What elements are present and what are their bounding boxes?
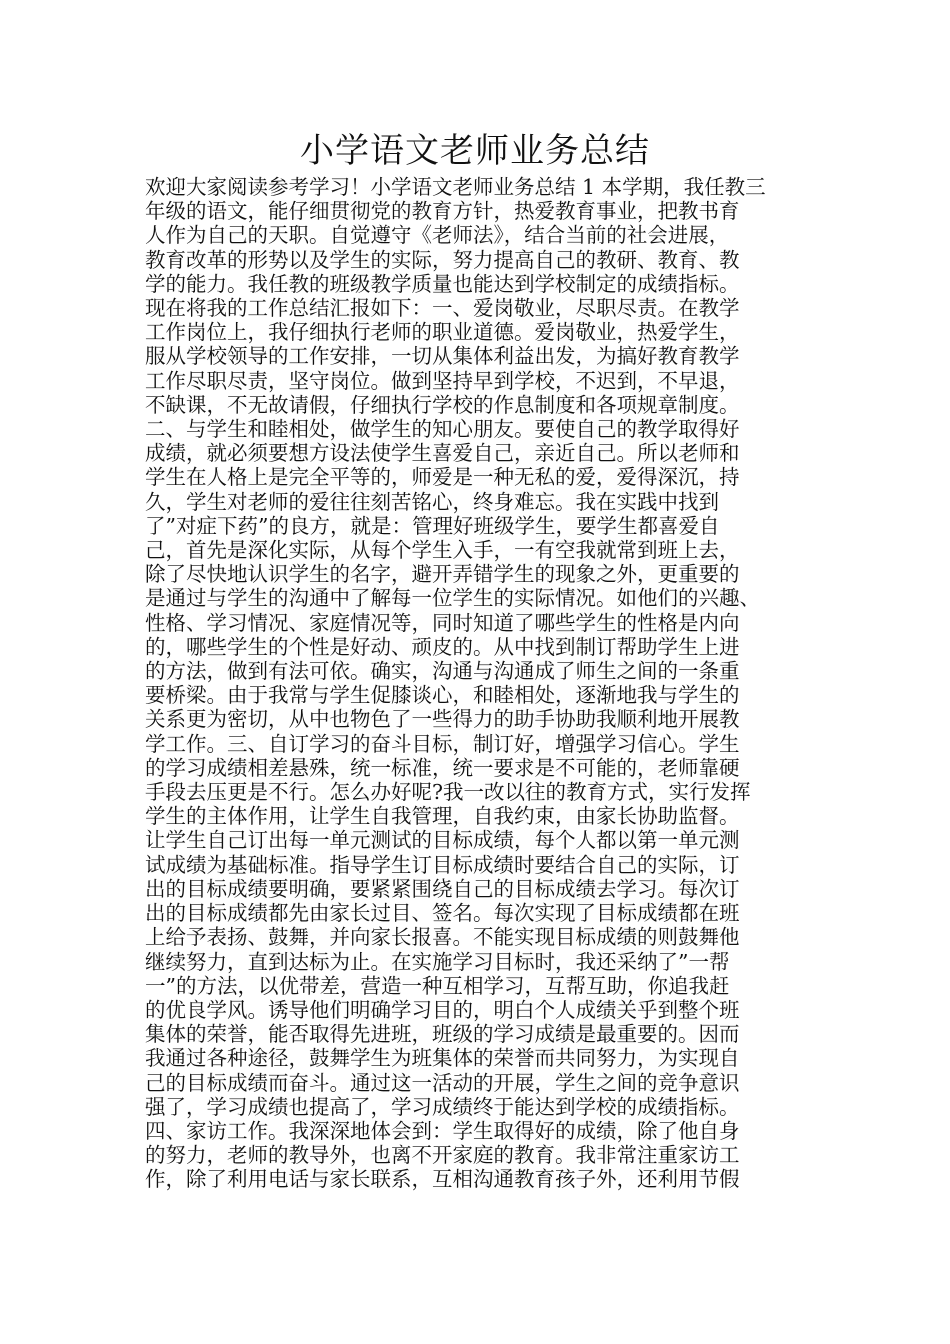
body-line: 年级的语文，能仔细贯彻党的教育方针，热爱教育事业，把教书育 [145,199,740,224]
body-line: 强了，学习成绩也提高了，学习成绩终于能达到学校的成绩指标。 [145,1094,740,1119]
body-line: 了”对症下药”的良方，就是：管理好班级学生，要学生都喜爱自 [145,513,720,538]
body-line: 四、家访工作。我深深地体会到：学生取得好的成绩，除了他自身 [145,1118,740,1143]
body-line: 要桥梁。由于我常与学生促膝谈心，和睦相处，逐渐地我与学生的 [145,683,740,708]
body-line: 的学习成绩相差悬殊，统一标准，统一要求是不可能的，老师靠硬 [145,755,740,780]
body-line: 一”的方法，以优带差，营造一种互相学习，互帮互助，你追我赶 [145,973,730,998]
body-line: 的，哪些学生的个性是好动、顽皮的。从中找到制订帮助学生上进 [145,634,740,659]
body-line: 性格、学习情况、家庭情况等，同时知道了哪些学生的性格是内向 [145,610,740,635]
body-line: 现在将我的工作总结汇报如下：一、爱岗敬业，尽职尽责。在教学 [145,296,740,321]
body-line: 久，学生对老师的爱往往刻苦铭心，终身难忘。我在实践中找到 [145,489,719,514]
body-line: 学生在人格上是完全平等的，师爱是一种无私的爱，爱得深沉，持 [145,465,740,490]
body-line: 己，首先是深化实际，从每个学生入手，一有空我就常到班上去， [145,538,740,563]
body-line: 的努力，老师的教导外，也离不开家庭的教育。我非常注重家访工 [145,1143,740,1168]
body-line: 是通过与学生的沟通中了解每一位学生的实际情况。如他们的兴趣、 [145,586,760,611]
body-line: 二、与学生和睦相处，做学生的知心朋友。要使自己的教学取得好 [145,417,740,442]
body-line: 工作岗位上，我仔细执行老师的职业道德。爱岗敬业，热爱学生， [145,320,740,345]
body-line: 教育改革的形势以及学生的实际，努力提高自己的教研、教育、教 [145,247,740,272]
body-line: 的优良学风。诱导他们明确学习目的，明白个人成绩关乎到整个班 [145,997,740,1022]
body-line: 学工作。三、自订学习的奋斗目标，制订好，增强学习信心。学生 [145,731,740,756]
body-line: 己的目标成绩而奋斗。通过这一活动的开展，学生之间的竞争意识 [145,1070,740,1095]
document-body [145,175,815,1192]
body-line: 我通过各种途径，鼓舞学生为班集体的荣誉而共同努力，为实现自 [145,1046,740,1071]
body-line: 不缺课，不无故请假，仔细执行学校的作息制度和各项规章制度。 [145,392,740,417]
body-line: 欢迎大家阅读参考学习！小学语文老师业务总结 1 本学期，我任教三 [145,175,766,199]
body-line: 成绩，就必须要想方设法使学生喜爱自己，亲近自己。所以老师和 [145,441,740,466]
body-line: 服从学校领导的工作安排，一切从集体利益出发，为搞好教育教学 [145,344,740,369]
body-line: 学的能力。我任教的班级教学质量也能达到学校制定的成绩指标。 [145,271,740,296]
body-line: 上给予表扬、鼓舞，并向家长报喜。不能实现目标成绩的则鼓舞他 [145,925,740,950]
document-title: 小学语文老师业务总结 [300,131,650,171]
body-line: 让学生自己订出每一单元测试的目标成绩，每个人都以第一单元测 [145,828,740,853]
body-line: 试成绩为基础标准。指导学生订目标成绩时要结合自己的实际，订 [145,852,740,877]
body-line: 手段去压更是不行。怎么办好呢?我一改以往的教育方式，实行发挥 [145,780,751,805]
body-line: 关系更为密切，从中也物色了一些得力的助手协助我顺利地开展教 [145,707,740,732]
body-line: 出的目标成绩都先由家长过目、签名。每次实现了目标成绩都在班 [145,901,740,926]
body-line: 除了尽快地认识学生的名字，避开弄错学生的现象之外，更重要的 [145,562,740,587]
body-line: 出的目标成绩要明确，要紧紧围绕自己的目标成绩去学习。每次订 [145,876,740,901]
body-line: 人作为自己的天职。自觉遵守《老师法》，结合当前的社会进展， [145,223,730,248]
body-line: 学生的主体作用，让学生自我管理，自我约束，由家长协助监督。 [145,804,740,829]
body-line: 作，除了利用电话与家长联系，互相沟通教育孩子外，还利用节假 [145,1167,740,1192]
body-line: 继续努力，直到达标为止。在实施学习目标时，我还采纳了”一帮 [145,949,730,974]
body-line: 工作尽职尽责，坚守岗位。做到坚持早到学校，不迟到，不早退， [145,368,740,393]
body-line: 的方法，做到有法可依。确实，沟通与沟通成了师生之间的一条重 [145,659,740,684]
body-line: 集体的荣誉，能否取得先进班，班级的学习成绩是最重要的。因而 [145,1022,740,1047]
